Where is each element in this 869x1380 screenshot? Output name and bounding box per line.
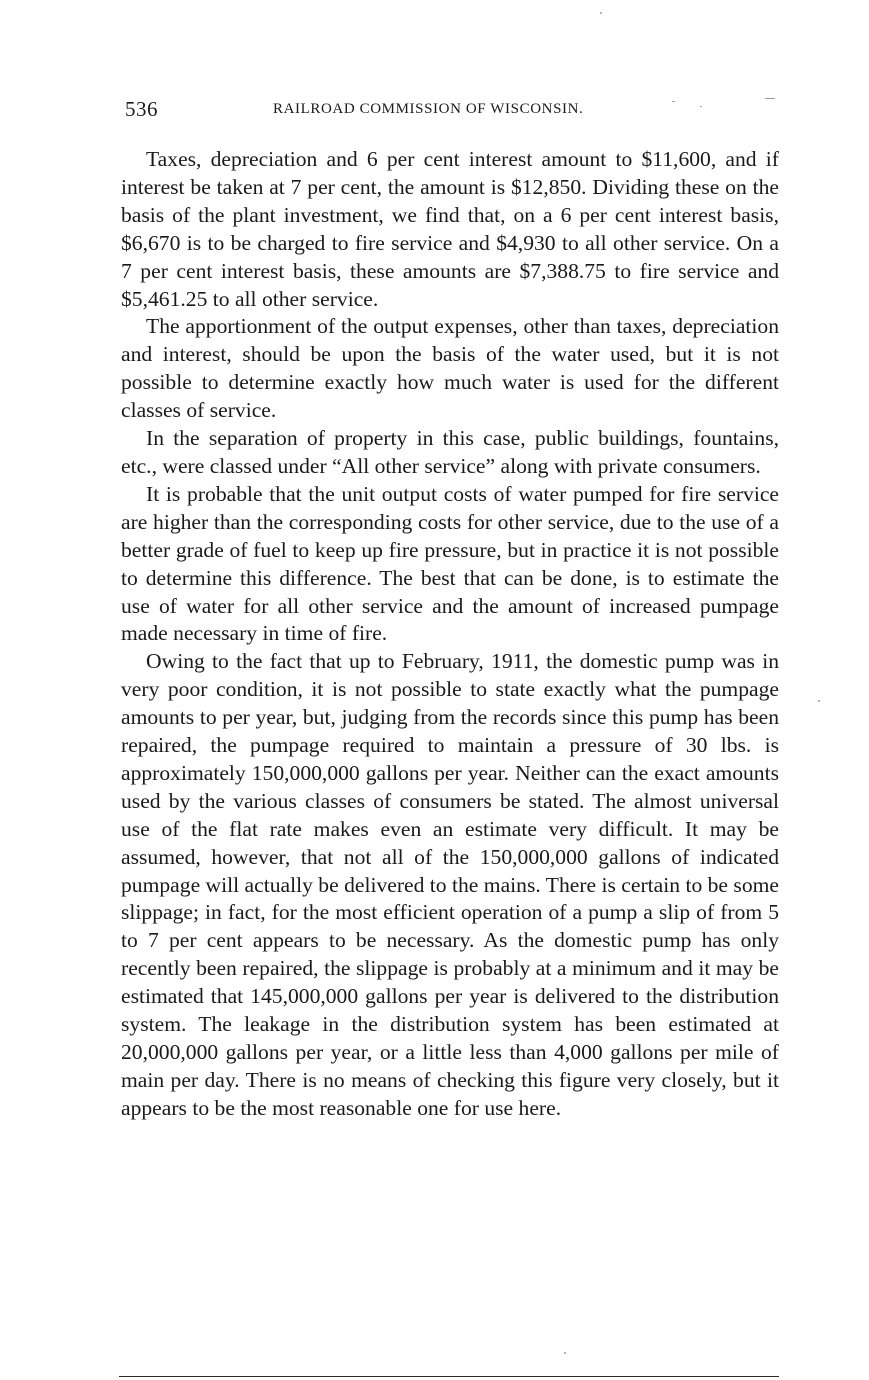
paragraph-fire-service-costs: It is probable that the unit output costs of water pumped for fire service are higher than the corresponding costs for other service, due to the use of a better grade of fuel to keep up fire pressure, but in practice it is not possible to determine this difference. The best that can be done, is to estimate the use of water for all other service and the amount of increased pumpage made necessary in time of fire. xyxy=(121,481,779,646)
running-head: RAILROAD COMMISSION OF WISCONSIN. xyxy=(273,101,584,117)
page-number: 536 xyxy=(125,97,158,121)
bottom-rule xyxy=(119,1376,779,1377)
scan-speck xyxy=(672,101,675,102)
paragraph-taxes-depreciation: Taxes, depreciation and 6 per cent interest amount to $11,600, and if interest be taken at 7 per cent, the amount is $12,850. Dividing these on the basis of the plant investment, we find that, on a 6 per cent interest basis, $6,670 is to be charged to fire service and $4,930 to all other service. On a 7 per cent interest basis, these amounts are $7,388.75 to fire service and $5,461.25 to all other service. xyxy=(121,147,779,311)
page-header xyxy=(125,97,775,123)
scan-speck xyxy=(564,1352,566,1354)
paragraph-property-separation: In the separation of property in this case, public buildings, fountains, etc., were classed under “All other service” along with private consumers. xyxy=(121,426,779,478)
body-text xyxy=(121,146,779,1123)
scan-speck xyxy=(818,700,820,702)
scan-speck xyxy=(600,12,602,14)
paragraph-pumpage-estimate: Owing to the fact that up to February, 1911, the domestic pump was in very poor condition, it is not possible to state exactly what the pumpage amounts to per year, but, judging from the records since this pump has been repaired, the pumpage required to maintain a pressure of 30 lbs. is approximately 150,000,000 gallons per year. Neither can the exact amounts used by the various classes of consumers be stated. The almost universal use of the flat rate makes even an estimate very difficult. It may be assumed, however, that not all of the 150,000,000 gallons of indicated pumpage will actually be delivered to the mains. There is certain to be some slippage; in fact, for the most efficient operation of a pump a slip of from 5 to 7 per cent appears to be necessary. As the domestic pump has only recently been repaired, the slippage is probably at a minimum and it may be estimated that 145,000,000 gallons per year is delivered to the distribution system. The leakage in the distribution system has been estimated at 20,000,000 gallons per year, or a little less than 4,000 gallons per mile of main per day. There is no means of checking this figure very closely, but it appears to be the most reasonable one for use here. xyxy=(121,649,779,1120)
scan-speck xyxy=(700,106,702,107)
scan-speck xyxy=(765,98,775,99)
paragraph-output-expenses: The apportionment of the output expenses, other than taxes, depreciation and interest, should be upon the basis of the water used, but it is not possible to determine exactly how much water is used for the different classes of service. xyxy=(121,314,779,423)
